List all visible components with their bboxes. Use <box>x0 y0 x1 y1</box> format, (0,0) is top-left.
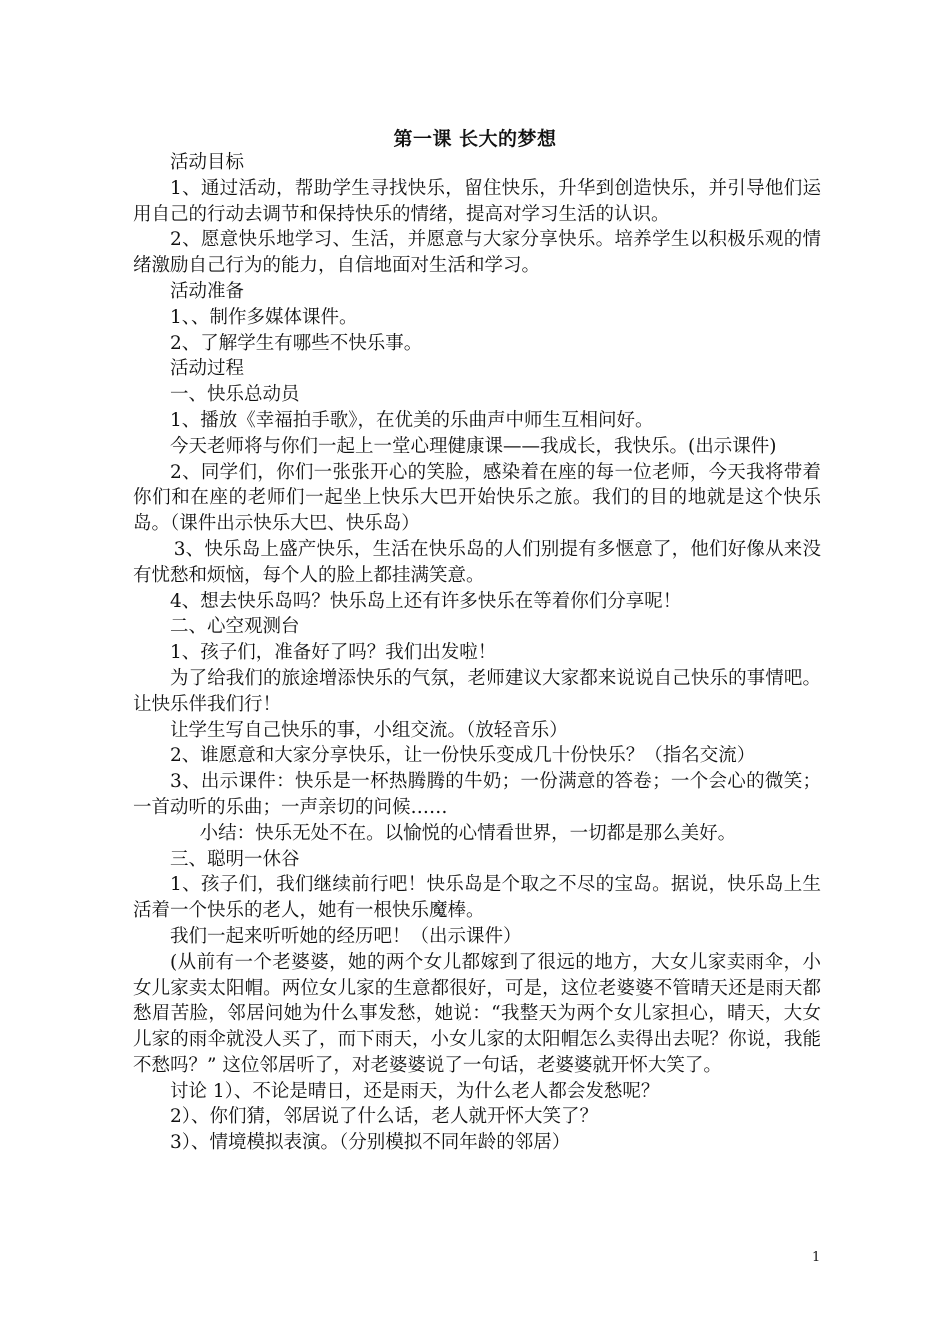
page-number: 1 <box>812 1250 821 1265</box>
paragraph: 3、快乐岛上盛产快乐，生活在快乐岛的人们别提有多惬意了，他们好像从来没有忧愁和烦恼，每个人的脸上都挂满笑意。 <box>133 538 821 586</box>
paragraph: 4、想去快乐岛吗？快乐岛上还有许多快乐在等着你们分享呢！ <box>170 590 682 612</box>
paragraph: 2、同学们，你们一张张开心的笑脸，感染着在座的每一位老师，今天我将带着你们和在座的老师们一起坐上快乐大巴开始快乐之旅。我们的目的地就是这个快乐岛。（课件出示快乐大巴、快乐岛） <box>133 461 821 535</box>
paragraph: 2、愿意快乐地学习、生活，并愿意与大家分享快乐。培养学生以积极乐观的情绪激励自己行为的能力，自信地面对生活和学习。 <box>133 229 821 277</box>
paragraph: 3、出示课件：快乐是一杯热腾腾的牛奶；一份满意的答卷；一个会心的微笑；一首动听的乐曲；一声亲切的问候…… <box>133 771 821 818</box>
paragraph: 1、、制作多媒体课件。 <box>170 306 358 328</box>
document-title: 第一课 长大的梦想 <box>393 128 557 150</box>
paragraph: 1、播放《幸福拍手歌》，在优美的乐曲声中师生互相问好。 <box>170 409 654 431</box>
paragraph: 一、快乐总动员 <box>170 384 300 406</box>
paragraph: 二、心空观测台 <box>170 616 300 638</box>
paragraph: 活动过程 <box>170 358 245 380</box>
paragraph: 2）、你们猜，邻居说了什么话，老人就开怀大笑了？ <box>170 1106 599 1128</box>
paragraph: 1、孩子们，我们继续前行吧！快乐岛是个取之不尽的宝岛。据说，快乐岛上生活着一个快乐的老人，她有一根快乐魔棒。 <box>133 874 821 922</box>
paragraph: 3）、情境模拟表演。（分别模拟不同年龄的邻居） <box>170 1132 571 1154</box>
paragraph: 2、了解学生有哪些不快乐事。 <box>170 332 423 354</box>
paragraph: 2、谁愿意和大家分享快乐，让一份快乐变成几十份快乐？（指名交流） <box>170 745 756 767</box>
paragraph: 为了给我们的旅途增添快乐的气氛，老师建议大家都来说说自己快乐的事情吧。让快乐伴我们行！ <box>133 667 821 715</box>
paragraph: 我们一起来听听她的经历吧！（出示课件） <box>170 925 522 947</box>
paragraph: 活动准备 <box>170 280 245 302</box>
paragraph: 1、孩子们，准备好了吗？我们出发啦！ <box>170 642 497 664</box>
paragraph: 活动目标 <box>170 152 245 173</box>
paragraph: (从前有一个老婆婆，她的两个女儿都嫁到了很远的地方，大女儿家卖雨伞，小女儿家卖太阳帽。两位女儿家的生意都很好，可是，这位老婆婆不管晴天还是雨天都愁眉苦脸，邻居问她为什么事发愁，她说：“我整天为两个女儿家担心，晴天，大女儿家的雨伞就没人买了，而下雨天，小女儿家的太阳帽怎么卖得出去呢？你说，我能不愁吗？” 这位邻居听了，对老婆婆说了一句话，老婆婆就开怀大笑了。 <box>133 951 821 1076</box>
paragraph: 小结：快乐无处不在。以愉悦的心情看世界，一切都是那么美好。 <box>199 822 737 844</box>
paragraph: 讨论 1）、不论是晴日，还是雨天，为什么老人都会发愁呢？ <box>170 1080 660 1102</box>
paragraph: 今天老师将与你们一起上一堂心理健康课——我成长，我快乐。(出示课件) <box>170 435 777 457</box>
paragraph: 三、聪明一休谷 <box>170 848 300 870</box>
paragraph: 1、通过活动，帮助学生寻找快乐，留住快乐，升华到创造快乐，并引导他们运用自己的行动去调节和保持快乐的情绪，提高对学习生活的认识。 <box>133 177 821 225</box>
document-body <box>133 150 821 1156</box>
paragraph: 让学生写自己快乐的事，小组交流。（放轻音乐） <box>170 719 568 741</box>
